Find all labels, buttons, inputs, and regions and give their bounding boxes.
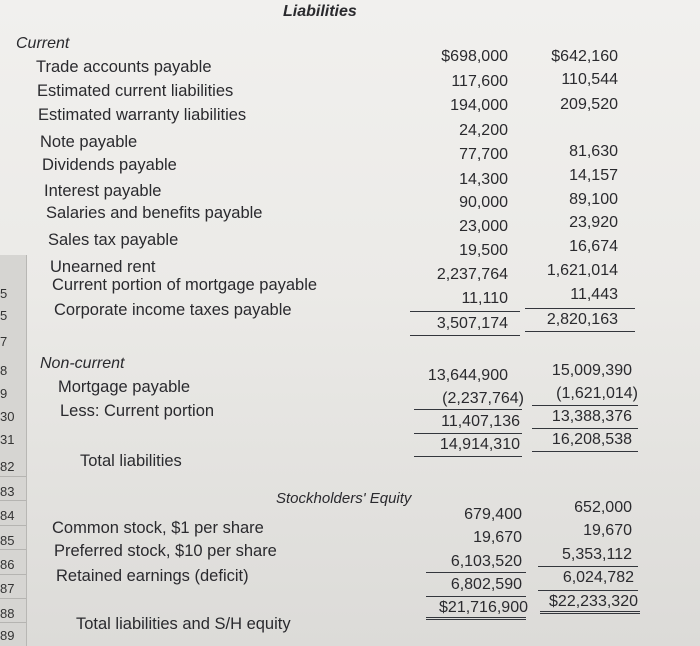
label-less-current-portion: Less: Current portion xyxy=(60,402,215,420)
row-divider xyxy=(0,598,26,599)
total-liabilities-y1: 14,914,310 xyxy=(439,436,520,453)
label-unearned-rent: Unearned rent xyxy=(50,258,156,276)
row-divider xyxy=(0,500,26,501)
mortgage-value-y1: 13,644,900 xyxy=(427,367,508,384)
net-value-y1: 11,407,136 xyxy=(441,413,520,430)
row-number[interactable]: 5 xyxy=(0,286,8,301)
less-value-y2: (1,621,014) xyxy=(556,385,638,402)
equity-subtotal-y1: 6,802,590 xyxy=(450,576,522,593)
grand-total-rule-top-y1 xyxy=(426,596,526,597)
current-value-y1: 90,000 xyxy=(459,194,508,211)
row-number[interactable]: 5 xyxy=(0,308,8,323)
equity-value-y2: 19,670 xyxy=(583,522,632,539)
row-number[interactable]: 8 xyxy=(0,363,8,378)
current-total-y2: 2,820,163 xyxy=(546,311,618,328)
total-liab-rule-top-y1 xyxy=(414,433,522,434)
equity-rule-y1 xyxy=(426,572,526,573)
equity-heading: Stockholders' Equity xyxy=(276,490,412,507)
page-title: Liabilities xyxy=(283,3,357,20)
row-number[interactable]: 30 xyxy=(0,409,15,424)
row-number[interactable]: 88 xyxy=(0,606,15,621)
row-divider xyxy=(0,525,26,526)
current-value-y2: 11,443 xyxy=(570,286,618,303)
current-value-y2: 14,157 xyxy=(569,167,618,184)
grand-total-y2: $22,233,320 xyxy=(549,593,638,610)
current-value-y1: 19,500 xyxy=(459,242,508,259)
current-value-y2: 16,674 xyxy=(569,238,618,255)
grand-total-rule-top-y2 xyxy=(538,590,638,591)
total-liab-rule-bottom-y1 xyxy=(414,456,522,457)
noncurrent-rule-y2 xyxy=(532,405,638,406)
label-total-liabilities: Total liabilities xyxy=(80,452,182,470)
current-value-y1: 117,600 xyxy=(451,73,508,90)
row-number[interactable]: 85 xyxy=(0,533,15,548)
noncurrent-heading: Non-current xyxy=(40,355,125,372)
row-number[interactable]: 84 xyxy=(0,508,15,523)
equity-value-y2: 5,353,112 xyxy=(562,546,632,563)
current-value-y2: $642,160 xyxy=(551,48,618,65)
label-mortgage-payable: Mortgage payable xyxy=(58,378,191,396)
equity-value-y2: 652,000 xyxy=(574,499,632,516)
current-value-y2: 209,520 xyxy=(560,96,618,113)
current-value-y2: 110,544 xyxy=(561,71,618,88)
equity-value-y1: 6,103,520 xyxy=(450,553,522,570)
row-divider xyxy=(0,476,26,477)
total-liab-rule-top-y2 xyxy=(532,428,638,429)
current-total-rule-y1 xyxy=(410,335,520,336)
row-divider xyxy=(0,574,26,575)
current-value-y2: 1,621,014 xyxy=(546,262,618,279)
current-value-y1: 77,700 xyxy=(459,146,508,163)
label-estimated-warranty-liabilities: Estimated warranty liabilities xyxy=(38,106,247,124)
label-sales-tax-payable: Sales tax payable xyxy=(48,231,179,249)
total-liab-rule-bottom-y2 xyxy=(532,451,638,452)
label-corporate-income-taxes: Corporate income taxes payable xyxy=(54,301,292,319)
current-value-y2: 23,920 xyxy=(569,214,618,231)
row-number[interactable]: 89 xyxy=(0,628,15,643)
current-value-y1: 11,110 xyxy=(461,290,508,307)
label-trade-accounts-payable: Trade accounts payable xyxy=(36,58,212,76)
equity-rule-y2 xyxy=(538,566,638,567)
label-dividends-payable: Dividends payable xyxy=(42,156,177,174)
current-value-y1: $698,000 xyxy=(441,48,508,65)
current-value-y1: 14,300 xyxy=(459,171,508,188)
label-total-liabilities-equity: Total liabilities and S/H equity xyxy=(76,615,291,633)
total-liabilities-y2: 16,208,538 xyxy=(551,431,632,448)
row-divider xyxy=(0,622,26,623)
row-number[interactable]: 82 xyxy=(0,459,15,474)
row-divider xyxy=(0,549,26,550)
grand-total-double-rule-y1 xyxy=(426,617,526,620)
row-number[interactable]: 7 xyxy=(0,334,8,349)
label-preferred-stock: Preferred stock, $10 per share xyxy=(54,542,277,560)
row-number[interactable]: 9 xyxy=(0,386,8,401)
mortgage-value-y2: 15,009,390 xyxy=(551,362,632,379)
row-number[interactable]: 86 xyxy=(0,557,15,572)
grand-total-y1: $21,716,900 xyxy=(439,599,528,616)
label-interest-payable: Interest payable xyxy=(44,182,162,200)
noncurrent-rule-y1 xyxy=(414,409,522,410)
current-total-rule-y2 xyxy=(525,331,635,332)
current-subtotal-rule-y2 xyxy=(525,308,635,309)
grand-total-double-rule-y2 xyxy=(540,611,640,614)
current-value-y2: 81,630 xyxy=(569,143,618,160)
row-number[interactable]: 83 xyxy=(0,484,15,499)
row-number[interactable]: 31 xyxy=(0,432,15,447)
current-subtotal-rule-y1 xyxy=(410,311,520,312)
net-value-y2: 13,388,376 xyxy=(551,408,632,425)
less-value-y1: (2,237,764) xyxy=(442,390,524,407)
equity-value-y1: 19,670 xyxy=(473,529,522,546)
equity-value-y1: 679,400 xyxy=(464,506,522,523)
label-estimated-current-liabilities: Estimated current liabilities xyxy=(37,82,234,100)
equity-subtotal-y2: 6,024,782 xyxy=(562,569,634,586)
current-value-y2: 89,100 xyxy=(569,191,618,208)
label-note-payable: Note payable xyxy=(40,133,138,151)
current-value-y1: 2,237,764 xyxy=(436,266,508,283)
row-number[interactable]: 87 xyxy=(0,581,15,596)
label-retained-earnings: Retained earnings (deficit) xyxy=(56,567,249,585)
label-salaries-benefits-payable: Salaries and benefits payable xyxy=(46,204,263,222)
current-value-y1: 23,000 xyxy=(459,218,508,235)
label-current-portion-mortgage: Current portion of mortgage payable xyxy=(52,276,318,294)
current-value-y1: 194,000 xyxy=(450,97,508,114)
current-heading: Current xyxy=(16,35,70,52)
current-total-y1: 3,507,174 xyxy=(436,315,508,332)
label-common-stock: Common stock, $1 per share xyxy=(52,519,264,537)
current-value-y1: 24,200 xyxy=(459,122,508,139)
